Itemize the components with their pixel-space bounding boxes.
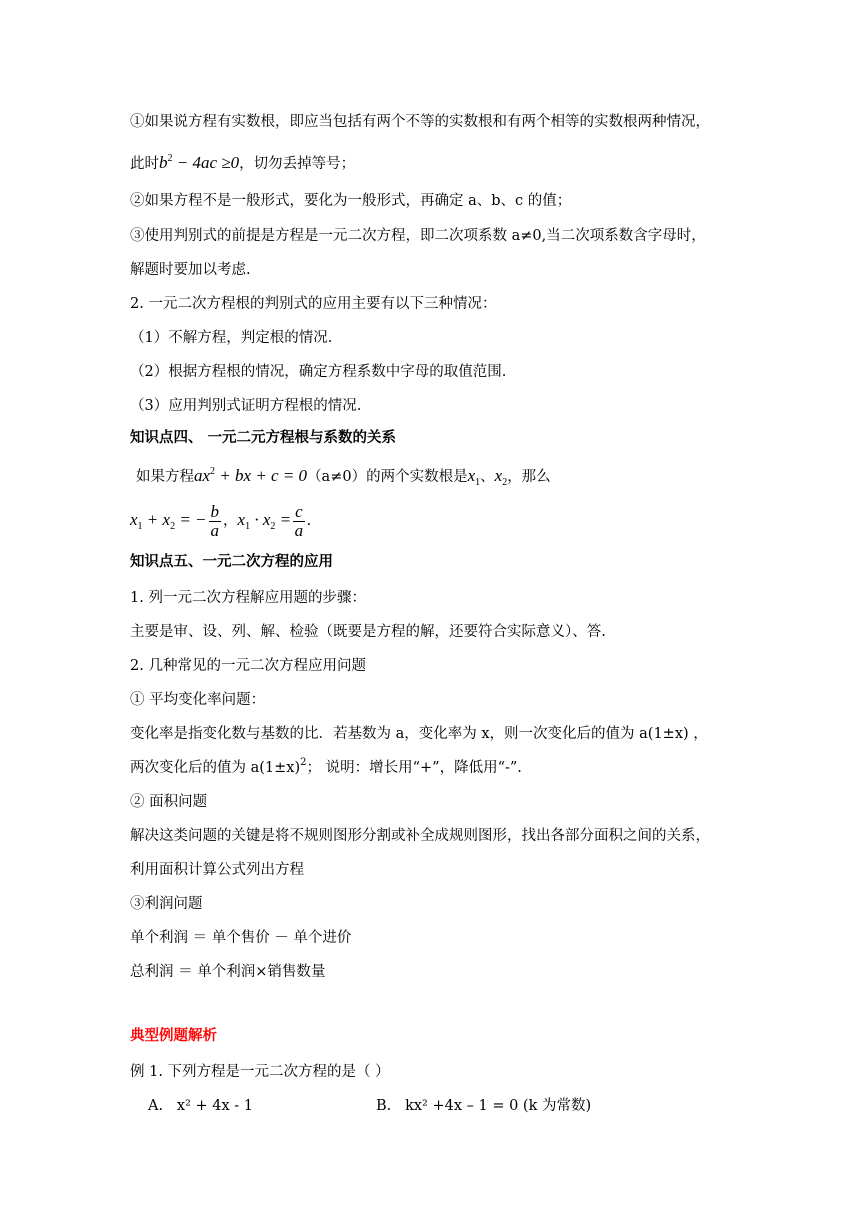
text-fragment: 如果方程 <box>136 469 194 485</box>
text-line: 变化率是指变化数与基数的比．若基数为 a，变化率为 x，则一次变化后的值为 a(1±x) ， <box>130 726 708 742</box>
text-line: （3）应用判别式证明方程根的情况. <box>130 398 362 414</box>
text-fragment: ，那么 <box>507 469 551 485</box>
sum-formula: $x_1 + x_2$ = − <box>130 510 207 532</box>
example-question: 例 1. 下列方程是一元二次方程的是（ ） <box>130 1064 390 1080</box>
text-fragment: 两次变化后的值为 a(1±x) <box>130 760 301 776</box>
quadratic-equation: $ax^2$ + bx + c = 0 <box>194 466 308 485</box>
text-fragment: （a≠0）的两个实数根是 <box>307 469 468 485</box>
text-line: 解决这类问题的关键是将不规则图形分割或补全成规则图形，找出各部分面积之间的关系， <box>130 828 710 844</box>
text-line: 2. 几种常见的一元二次方程应用问题 <box>130 658 366 674</box>
discriminant-formula: $b^2 - 4ac \ge 0$ <box>159 153 240 172</box>
option-label: A. <box>148 1098 164 1114</box>
text-line: ③利润问题 <box>130 896 203 912</box>
product-formula: $x_1 \cdot x_2$ = <box>237 510 292 532</box>
text-line <box>130 153 355 176</box>
roots-formula: $x_1$ <box>467 466 481 488</box>
text-line: 1. 列一元二次方程解应用题的步骤： <box>130 590 366 606</box>
text-line: ②如果方程不是一般形式，要化为一般形式，再确定 a、b、c 的值； <box>130 193 572 209</box>
text-line: （1）不解方程，判定根的情况. <box>130 330 333 346</box>
option-b <box>376 1096 591 1116</box>
option-text: kx² +4x – 1 = 0 (k 为常数) <box>405 1098 592 1114</box>
text-line: ① 平均变化率问题： <box>130 692 266 708</box>
text-line: 如果方程$ax^2$ + bx + c = 0（a≠0）的两个实数根是$x_1$、$x_2$，那么 <box>136 466 551 488</box>
text-line: 利用面积计算公式列出方程 <box>130 862 304 878</box>
roots-formula: $x_2$ <box>494 466 508 488</box>
text-line: 解题时要加以考虑. <box>130 262 251 278</box>
text-line: ② 面积问题 <box>130 794 208 810</box>
text-line: ①如果说方程有实数根，即应当包括有两个不等的实数根和有两个相等的实数根两种情况， <box>130 114 710 130</box>
text-fragment: ，切勿丢掉等号； <box>239 156 356 172</box>
fraction: $\frac{c}{a}$ <box>294 501 304 540</box>
option-label: B. <box>376 1098 392 1114</box>
section-heading: 典型例题解析 <box>130 1028 217 1044</box>
option-a <box>148 1096 253 1116</box>
text-fragment: ； 说明：增长用“+”，降低用“-”. <box>306 760 522 776</box>
fraction: $\frac{b}{a}$ <box>210 501 220 540</box>
option-text: x² + 4x - 1 <box>176 1098 254 1114</box>
text-line: 总利润 ＝ 单个利润×销售数量 <box>130 964 326 980</box>
text-line: ③使用判别式的前提是方程是一元二次方程，即二次项系数 a≠0,当二次项系数含字母时， <box>130 228 706 244</box>
text-line: 两次变化后的值为 $a(1\pm x)^2$； 说明：增长用“+”，降低用“-”. <box>130 757 522 776</box>
section-heading: 知识点四、 一元二元方程根与系数的关系 <box>130 430 397 446</box>
text-line: 单个利润 ＝ 单个售价 － 单个进价 <box>130 930 352 946</box>
text-line: 主要是审、设、列、解、检验（既要是方程的解，还要符合实际意义）、答. <box>130 624 606 640</box>
text-line: 2. 一元二次方程根的判别式的应用主要有以下三种情况： <box>130 296 497 312</box>
section-heading: 知识点五、一元二次方程的应用 <box>130 554 333 570</box>
vieta-formulas: $x_1 + x_2$ = − $\frac{b}{a}$ ，$x_1 \cdot x_2$ = $\frac{c}{a}$ . <box>130 501 312 540</box>
text-fragment: 此时 <box>130 156 159 172</box>
text-line: （2）根据方程根的情况，确定方程系数中字母的取值范围. <box>130 364 507 380</box>
